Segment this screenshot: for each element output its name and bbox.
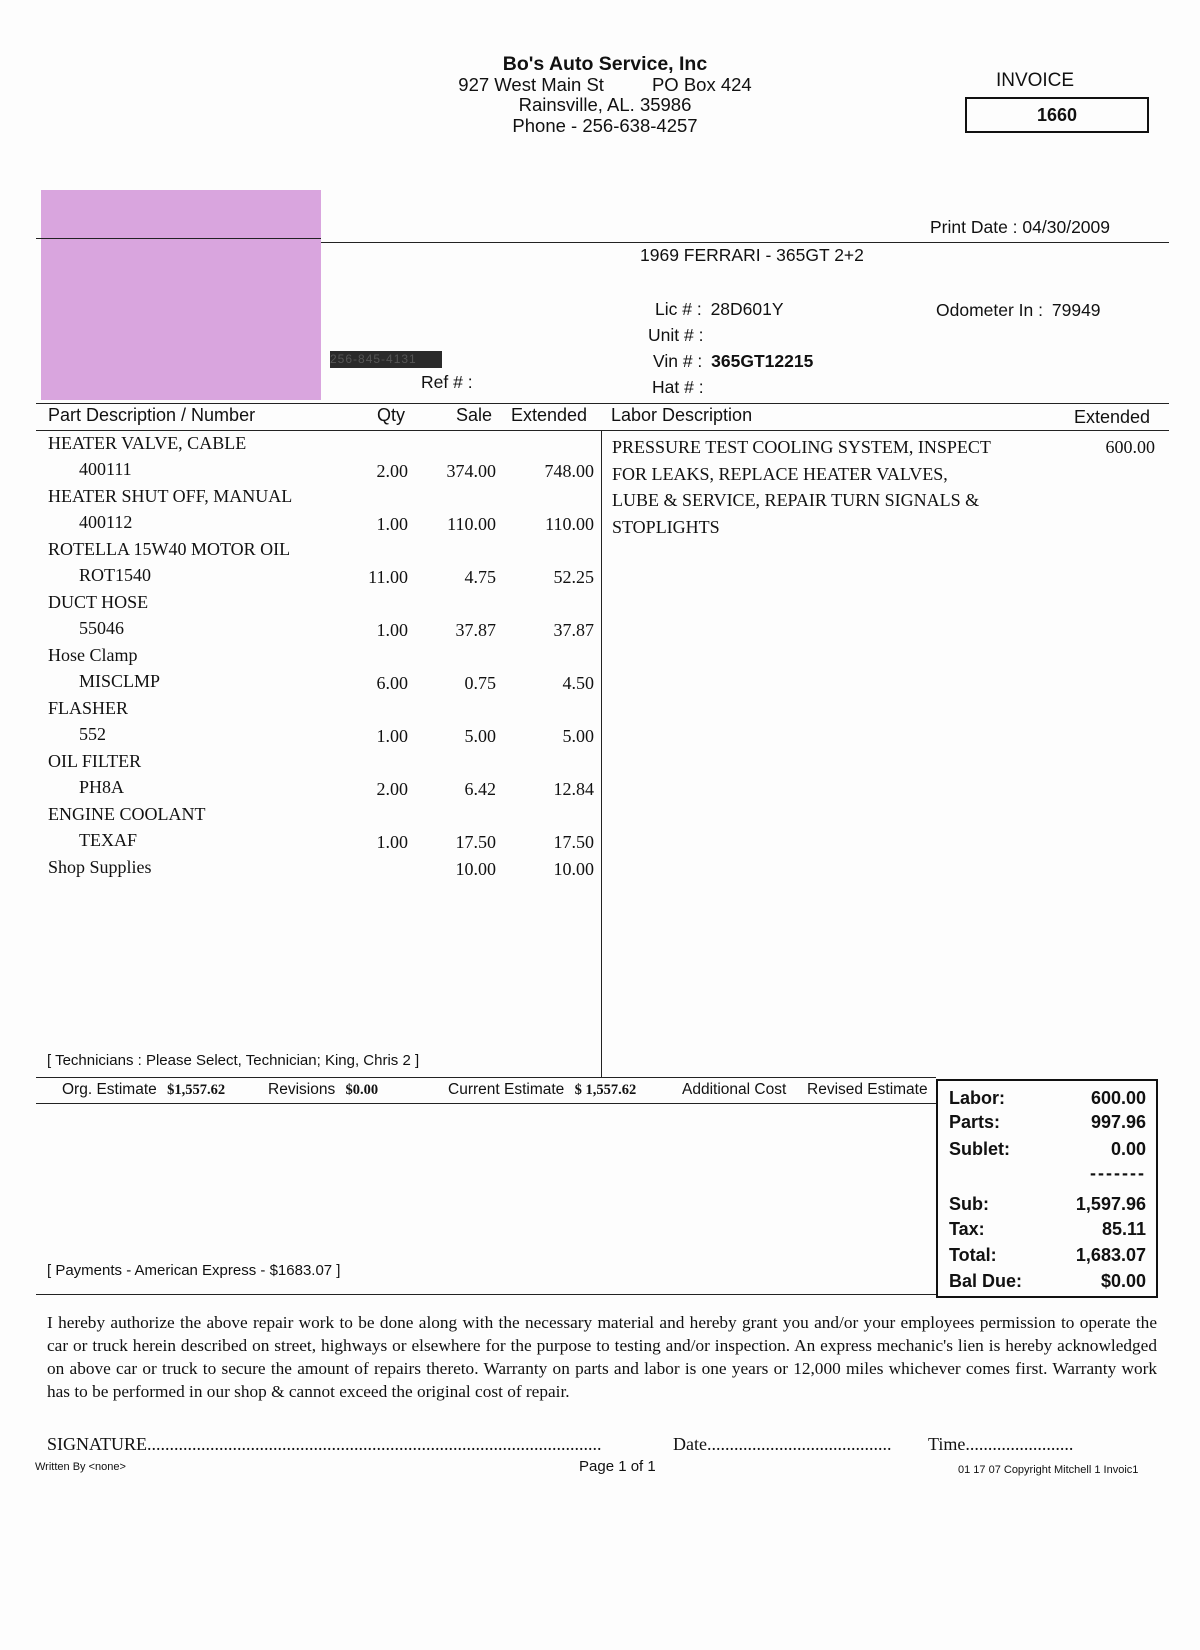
part-name: HEATER SHUT OFF, MANUAL xyxy=(48,486,293,506)
total-tax-label: Tax: xyxy=(949,1219,985,1239)
lic-label: Lic # : xyxy=(655,299,702,319)
part-sale: 5.00 xyxy=(464,726,496,746)
part-name: HEATER VALVE, CABLE xyxy=(48,433,247,453)
part-number: TEXAF xyxy=(79,830,137,850)
part-number: PH8A xyxy=(79,777,125,797)
written-by: Written By <none> xyxy=(35,1461,126,1473)
part-extended: 52.25 xyxy=(553,567,594,587)
vin-value: 365GT12215 xyxy=(711,351,814,371)
shop-supplies-extended: 10.00 xyxy=(553,859,594,879)
shop-supplies-name: Shop Supplies xyxy=(48,857,152,877)
part-extended: 4.50 xyxy=(562,673,594,693)
labor-extended: 600.00 xyxy=(1105,437,1155,457)
company-header xyxy=(400,54,810,136)
hat-label: Hat # : xyxy=(652,377,704,397)
print-date-value: 04/30/2009 xyxy=(1022,217,1111,237)
labor-line: STOPLIGHTS xyxy=(612,516,720,537)
vehicle-description: 1969 FERRARI - 365GT 2+2 xyxy=(640,245,864,265)
part-extended: 17.50 xyxy=(553,832,594,852)
payments-bottom-rule xyxy=(36,1294,936,1295)
parts-header-extended: Extended xyxy=(511,405,588,425)
part-qty: 1.00 xyxy=(376,832,408,852)
part-extended: 5.00 xyxy=(562,726,594,746)
header-divider-left xyxy=(36,238,321,239)
org-estimate-label: Org. Estimate xyxy=(62,1081,157,1098)
part-extended: 110.00 xyxy=(545,514,594,534)
part-number: ROT1540 xyxy=(79,565,151,585)
part-name: Hose Clamp xyxy=(48,645,138,665)
vin-row xyxy=(653,351,813,372)
parts-header-qty: Qty xyxy=(377,405,406,425)
invoice-label: INVOICE xyxy=(995,70,1075,91)
technicians-line: [ Technicians : Please Select, Technician; King, Chris 2 ] xyxy=(47,1052,420,1069)
part-qty: 1.00 xyxy=(376,514,408,534)
total-labor-value: 600.00 xyxy=(1090,1088,1146,1108)
total-tax-value: 85.11 xyxy=(1101,1219,1146,1239)
total-labor-label: Labor: xyxy=(949,1088,1005,1108)
total-total-label: Total: xyxy=(949,1245,997,1265)
total-sublet-value: 0.00 xyxy=(1110,1139,1146,1159)
unit-label: Unit # : xyxy=(648,325,704,345)
parts-labor-divider xyxy=(601,430,602,1078)
header-divider-right xyxy=(321,242,1169,243)
balance-due-value: $0.00 xyxy=(1100,1271,1146,1291)
lic-value: 28D601Y xyxy=(710,299,784,319)
estimate-top-rule xyxy=(36,1077,936,1078)
table-top-rule xyxy=(36,403,1169,404)
totals-box xyxy=(936,1079,1158,1298)
revisions-label: Revisions xyxy=(268,1081,336,1098)
total-sublet-label: Sublet: xyxy=(949,1139,1010,1159)
redacted-customer-block xyxy=(41,190,321,400)
part-qty: 2.00 xyxy=(376,461,408,481)
part-qty: 1.00 xyxy=(376,726,408,746)
ref-row xyxy=(421,372,473,393)
part-extended: 748.00 xyxy=(544,461,594,481)
parts-header-sale: Sale xyxy=(456,405,493,425)
company-city: Rainsville, AL. 35986 xyxy=(518,94,692,115)
part-number: 400112 xyxy=(79,512,133,532)
total-parts-label: Parts: xyxy=(949,1112,1001,1132)
part-extended: 12.84 xyxy=(553,779,594,799)
part-qty: 1.00 xyxy=(376,620,408,640)
labor-line: LUBE & SERVICE, REPAIR TURN SIGNALS & xyxy=(612,490,980,510)
unit-row xyxy=(648,325,703,346)
company-street: 927 West Main St xyxy=(458,73,604,95)
labor-line: FOR LEAKS, REPLACE HEATER VALVES, xyxy=(612,463,948,484)
print-date xyxy=(930,217,1110,238)
page-number: Page 1 of 1 xyxy=(579,1458,656,1475)
company-name: Bo's Auto Service, Inc xyxy=(502,53,708,75)
odometer-value: 79949 xyxy=(1051,300,1101,320)
org-estimate-value: $1,557.62 xyxy=(167,1082,226,1098)
current-estimate-label: Current Estimate xyxy=(448,1081,565,1098)
labor-line: PRESSURE TEST COOLING SYSTEM, INSPECT xyxy=(612,437,991,457)
part-qty: 11.00 xyxy=(368,567,408,587)
revisions xyxy=(268,1081,378,1099)
revised-estimate-label: Revised Estimate xyxy=(807,1081,928,1098)
part-name: ENGINE COOLANT xyxy=(48,804,206,824)
part-name: OIL FILTER xyxy=(48,751,142,771)
authorization-text: I hereby authorize the above repair work to be done along with the necessary material and hereby grant you and/or your employees permission to operate the car or truck herein described on street, highways or elsewhere for the purpose to testing and/or inspection. An express mechanic's lien is hereby acknowledged on above car or truck to secure the amount of repairs thereto. Warranty on parts and labor is one years or 12,000 miles whichever comes first. Warranty work has to be performed in our shop & cannot exceed the original cost of repair. xyxy=(47,1313,1157,1401)
part-number: MISCLMP xyxy=(79,671,161,691)
invoice-number-box xyxy=(965,97,1149,133)
part-sale: 0.75 xyxy=(464,673,496,693)
redacted-phone: 256-845-4131 xyxy=(330,351,442,368)
part-number: 55046 xyxy=(79,618,124,638)
copyright: 01 17 07 Copyright Mitchell 1 Invoic1 xyxy=(958,1464,1139,1476)
labor-header-description: Labor Description xyxy=(611,405,753,425)
invoice-number: 1660 xyxy=(1036,104,1078,125)
lic-row xyxy=(655,299,784,320)
company-phone: Phone - 256-638-4257 xyxy=(512,114,698,136)
parts-list xyxy=(0,430,600,890)
part-number: 552 xyxy=(79,724,106,744)
estimate-bottom-rule xyxy=(36,1103,936,1104)
balance-due-label: Bal Due: xyxy=(949,1271,1023,1291)
part-sale: 110.00 xyxy=(447,514,496,534)
shop-supplies-sale: 10.00 xyxy=(455,859,496,879)
print-date-label: Print Date : xyxy=(930,217,1018,237)
part-name: FLASHER xyxy=(48,698,129,718)
company-address-row xyxy=(400,75,810,96)
part-name: ROTELLA 15W40 MOTOR OIL xyxy=(48,539,291,559)
parts-header-description: Part Description / Number xyxy=(48,405,256,425)
total-sub-label: Sub: xyxy=(949,1194,989,1214)
additional-cost-label: Additional Cost xyxy=(682,1081,787,1098)
odometer-row xyxy=(936,300,1101,321)
totals-separator: ------- xyxy=(1090,1163,1146,1183)
part-sale: 37.87 xyxy=(455,620,496,640)
labor-header-extended: Extended xyxy=(1074,407,1151,427)
part-extended: 37.87 xyxy=(553,620,594,640)
current-estimate-value: $ 1,557.62 xyxy=(574,1082,637,1098)
date-line: Date......................................... xyxy=(673,1434,892,1454)
vin-label: Vin # : xyxy=(653,351,703,371)
part-number: 400111 xyxy=(79,459,132,479)
current-estimate xyxy=(448,1081,636,1099)
signature-line: SIGNATURE..................................................................................................... xyxy=(47,1434,602,1454)
part-qty: 2.00 xyxy=(376,779,408,799)
odometer-label: Odometer In : xyxy=(936,300,1043,320)
part-sale: 4.75 xyxy=(464,567,496,587)
org-estimate xyxy=(62,1081,225,1099)
company-po-box: PO Box 424 xyxy=(651,73,752,95)
revisions-value: $0.00 xyxy=(345,1082,379,1098)
time-line: Time........................ xyxy=(928,1434,1074,1454)
ref-label: Ref # : xyxy=(421,372,473,392)
part-sale: 6.42 xyxy=(464,779,496,799)
hat-row xyxy=(652,377,704,398)
labor-description xyxy=(612,434,991,540)
total-total-value: 1,683.07 xyxy=(1075,1245,1146,1265)
part-sale: 374.00 xyxy=(446,461,496,481)
part-qty: 6.00 xyxy=(376,673,408,693)
total-sub-value: 1,597.96 xyxy=(1075,1194,1146,1214)
payments-line: [ Payments - American Express - $1683.07 ] xyxy=(47,1262,341,1279)
part-sale: 17.50 xyxy=(455,832,496,852)
part-name: DUCT HOSE xyxy=(48,592,149,612)
total-parts-value: 997.96 xyxy=(1090,1112,1146,1132)
